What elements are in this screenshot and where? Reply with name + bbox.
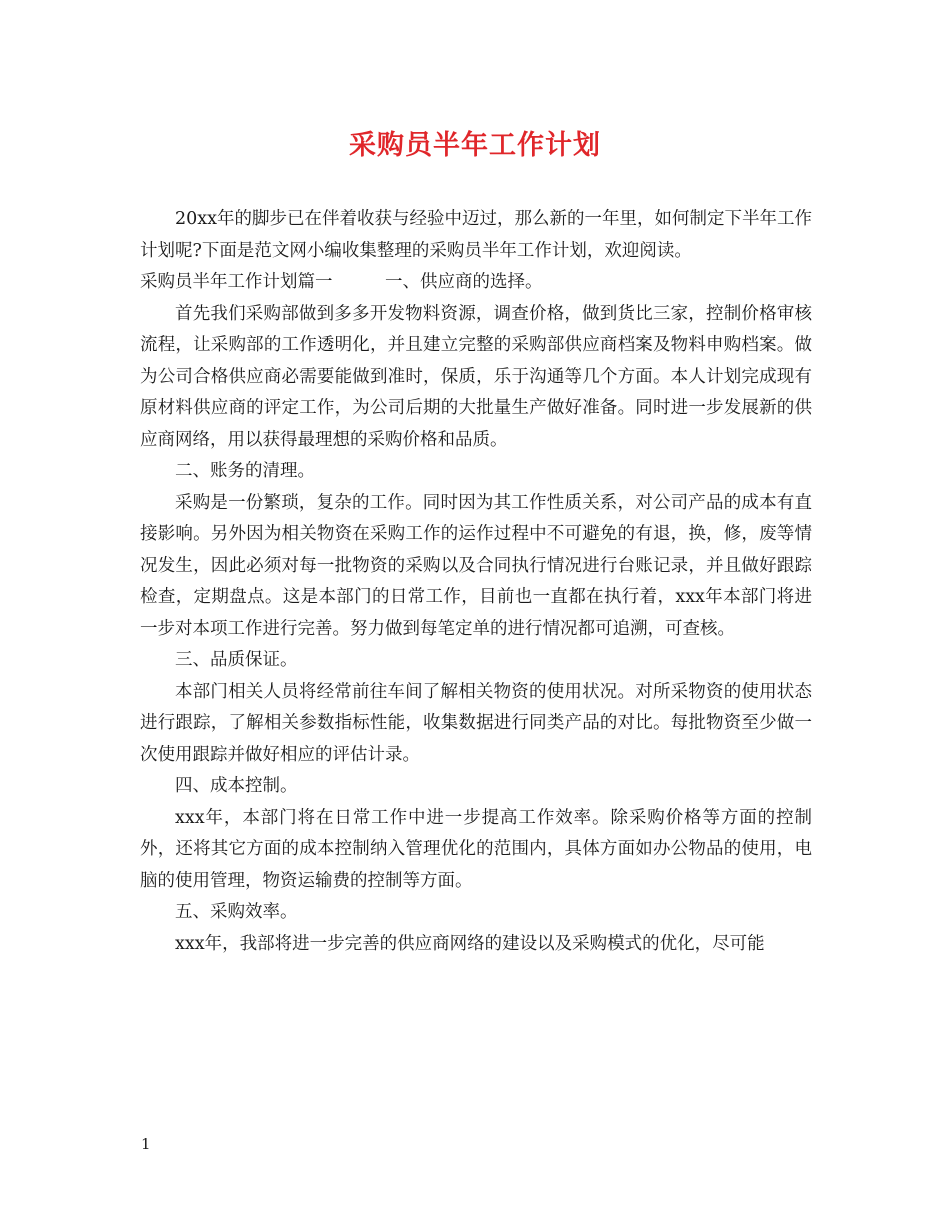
paragraph-efficiency: xxx年，我部将进一步完善的供应商网络的建设以及采购模式的优化，尽可能 (175, 933, 765, 954)
paragraph-supplier: 首先我们采购部做到多多开发物料资源，调查价格，做到货比三家，控制价格审核流程，让采购部的工作透明化，并且建立完整的采购部供应商档案及物料申购档案。做为公司合格供应商必需要能做到准时，保质，乐于沟通等几个方面。本人计划完成现有原材料供应商的评定工作，为公司后期的大批量生产做好准备。同时进一步发展新的供应商网络，用以获得最理想的采购价格和品质。 (140, 303, 812, 450)
heading-cost: 四、成本控制。 (175, 776, 298, 796)
paragraph-quality: 本部门相关人员将经常前往车间了解相关物资的使用状况。对所采物资的使用状态进行跟踪，了解相关参数指标性能，收集数据进行同类产品的对比。每批物资至少做一次使用跟踪并做好相应的评估计录。 (140, 681, 812, 765)
paragraph-cost: xxx年，本部门将在日常工作中进一步提高工作效率。除采购价格等方面的控制外，还将其它方面的成本控制纳入管理优化的范围内，具体方面如办公物品的使用，电脑的使用管理，物资运输费的控制等方面。 (140, 807, 812, 891)
paragraph-accounts: 采购是一份繁琐，复杂的工作。同时因为其工作性质关系，对公司产品的成本有直接影响。另外因为相关物资在采购工作的运作过程中不可避免的有退，换，修，废等情况发生，因此必须对每一批物资的采购以及合同执行情况进行台账记录，并且做好跟踪检查，定期盘点。这是本部门的日常工作，目前也一直都在执行着，xxx年本部门将进一步对本项工作进行完善。努力做到每笔定单的进行情况都可追溯，可查核。 (140, 492, 812, 639)
heading-efficiency: 五、采购效率。 (175, 902, 298, 922)
heading-quality: 三、品质保证。 (175, 650, 298, 670)
section-heading: 采购员半年工作计划篇一 一、供应商的选择。 (140, 272, 543, 292)
document-body (140, 204, 812, 960)
page-title: 采购员半年工作计划 (349, 130, 601, 161)
page-number: 1 (141, 1135, 151, 1153)
intro-paragraph: 20xx年的脚步已在伴着收获与经验中迈过，那么新的一年里，如何制定下半年工作计划呢?下面是范文网小编收集整理的采购员半年工作计划，欢迎阅读。 (140, 209, 813, 261)
heading-accounts: 二、账务的清理。 (175, 461, 315, 481)
